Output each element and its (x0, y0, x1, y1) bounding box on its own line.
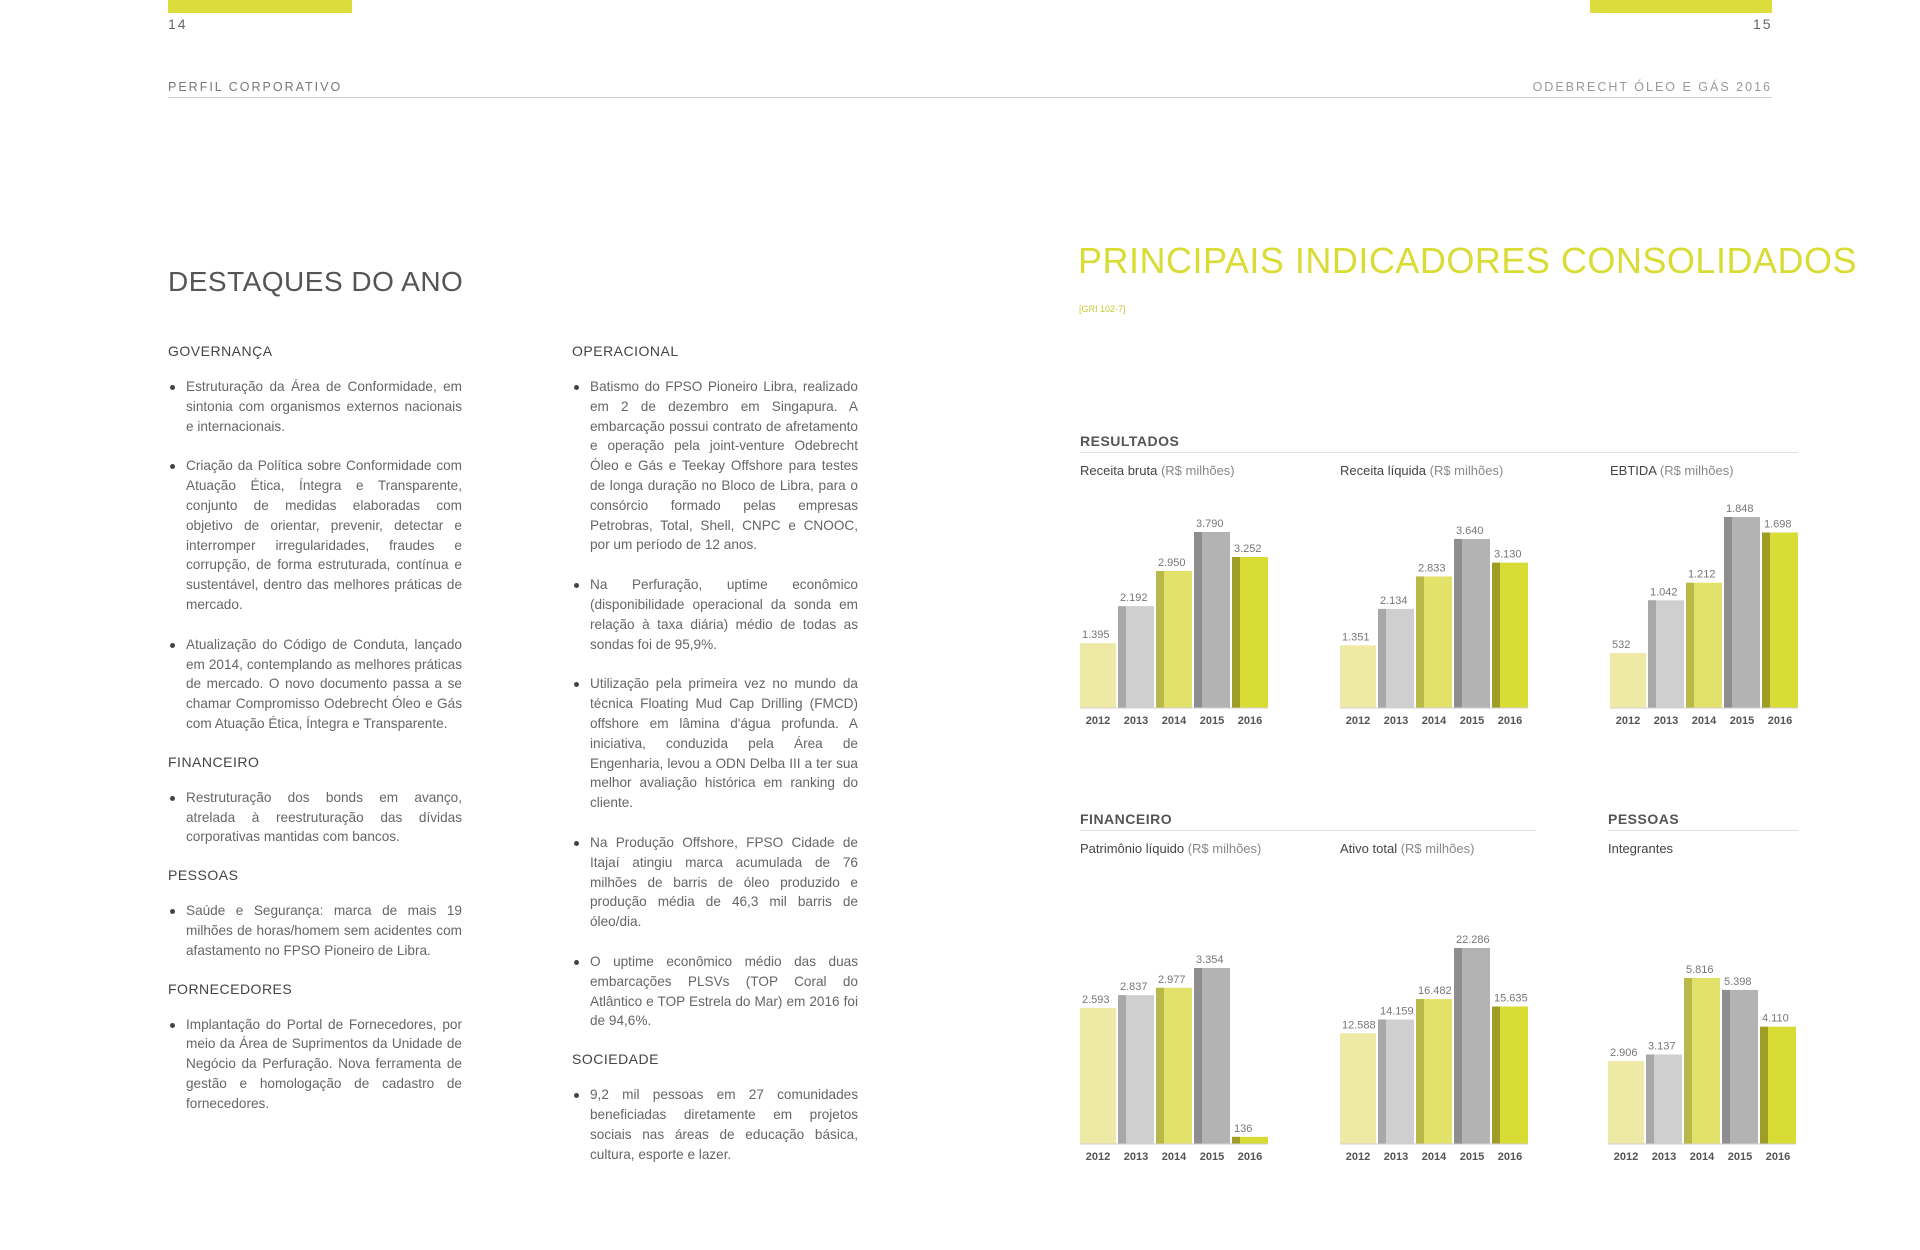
chart-unit: (R$ milhões) (1429, 463, 1504, 478)
list-item: Utilização pela primeira vez no mundo da técnica Floating Mud Cap Drilling (FMCD) offshore em lâmina d'água profunda. A iniciativa, conduzida pela Área de Engenharia, levou a ODN Delba III a ter sua melhor avaliação histórica em ranking do cliente. (572, 674, 858, 813)
group-rule-resultados (1080, 452, 1798, 453)
chart-title: Integrantes (1608, 841, 1674, 856)
chart-receita-bruta (1080, 510, 1263, 730)
list-item: Criação da Política sobre Conformidade com Atuação Ética, Íntegra e Transparente, conjunto de medidas elaboradas com objetivo de orientar, prevenir, detectar e interromper irregularidades, fraudes e corrupção, de forma estruturada, contínua e sustentável, dentro das melhores práticas de mercado. (168, 456, 462, 614)
group-rule-financeiro (1080, 830, 1536, 831)
data-label: 1.395 (1082, 629, 1110, 642)
bar-shade-2016 (1760, 1027, 1768, 1144)
data-label: 22.286 (1456, 934, 1490, 946)
data-label: 3.252 (1234, 542, 1262, 555)
data-label: 136 (1234, 1122, 1253, 1135)
bar-2012 (1608, 1061, 1644, 1144)
chart-label-ebtida (1610, 463, 1734, 478)
group-head-financeiro: FINANCEIRO (1080, 811, 1173, 827)
list-item: Na Produção Offshore, FPSO Cidade de Itajaí atingiu marca acumulada de 76 milhões de barris de óleo produzido e produção média de 46,3 mil barris de óleo/dia. (572, 833, 858, 932)
bar-shade-2015 (1724, 517, 1732, 708)
bar-shade-2013 (1378, 1019, 1386, 1144)
tick-label: 2012 (1085, 1151, 1111, 1163)
chart-title: Receita líquida (1340, 463, 1426, 478)
bar-2012 (1080, 643, 1116, 708)
list-item: Restruturação dos bonds em avanço, atrelada à reestruturação das dívidas corporativas mantidas com bancos. (168, 788, 462, 847)
tick-label: 2013 (1651, 1151, 1677, 1163)
heading-pessoas: PESSOAS (168, 867, 239, 884)
chart-ebtida (1610, 495, 1793, 730)
tick-label: 2016 (1497, 1151, 1523, 1163)
chart-title: EBTIDA (1610, 463, 1657, 478)
data-label: 3.640 (1456, 524, 1484, 537)
data-label: 2.837 (1120, 981, 1148, 994)
tick-label: 2015 (1199, 1151, 1225, 1163)
tick-label: 2014 (1689, 1151, 1715, 1163)
bar-shade-2013 (1648, 600, 1656, 708)
tick-label: 2015 (1459, 1151, 1485, 1163)
bar-shade-2015 (1454, 539, 1462, 708)
bar-shade-2014 (1416, 999, 1424, 1144)
bar-shade-2015 (1722, 990, 1730, 1144)
bar-shade-2014 (1416, 576, 1424, 708)
data-label: 2.593 (1082, 993, 1110, 1006)
bar-shade-2015 (1194, 968, 1202, 1144)
list-item: Batismo do FPSO Pioneiro Libra, realizado em 2 de dezembro em Singapura. A embarcação possui contrato de afretamento e operação pela joint-venture Odebrecht Óleo e Gás e Teekay Offshore para testes de longa duração no Bloco de Libra, para o consórcio formado pelas empresas Petrobras, Total, Shell, CNPC e CNOOC, por um período de 12 anos. (572, 377, 858, 555)
tick-label: 2013 (1653, 715, 1679, 727)
list-item: Atualização do Código de Conduta, lançado em 2014, contemplando as melhores práticas de mercado. O novo documento passa a se chamar Compromisso Odebrecht Óleo e Gás com Atuação Ética, Íntegra e Transparente. (168, 635, 462, 734)
bar-shade-2014 (1156, 571, 1164, 708)
chart-label-receita-liquida (1340, 463, 1503, 478)
chart-integrantes (1608, 956, 1791, 1166)
bar-shade-2016 (1232, 1137, 1240, 1144)
group-rule-pessoas (1608, 830, 1798, 831)
chart-label-receita-bruta (1080, 463, 1235, 478)
chart-receita-liquida (1340, 510, 1523, 730)
list-item: O uptime econômico médio das duas embarcações PLSVs (TOP Coral do Atlântico e TOP Estrela do Mar) em 2016 foi de 94,6%. (572, 952, 858, 1031)
group-head-pessoas: PESSOAS (1608, 811, 1680, 827)
data-label: 1.212 (1688, 568, 1716, 581)
tick-label: 2013 (1123, 715, 1149, 727)
data-label: 15.635 (1494, 992, 1528, 1005)
tick-label: 2016 (1497, 715, 1523, 727)
section-title: DESTAQUES DO ANO (168, 266, 464, 297)
bar-shade-2013 (1118, 995, 1126, 1144)
bar-shade-2014 (1684, 978, 1692, 1144)
header-rule (168, 97, 1772, 98)
bar-2012 (1340, 645, 1376, 708)
data-label: 1.698 (1764, 518, 1792, 531)
bar-shade-2016 (1232, 557, 1240, 708)
page-tab-left (168, 0, 352, 13)
data-label: 2.977 (1158, 973, 1186, 986)
gri-reference: [GRI 102-7] (1079, 304, 1126, 314)
bar-shade-2014 (1156, 988, 1164, 1144)
data-label: 12.588 (1342, 1019, 1376, 1032)
tick-label: 2016 (1765, 1151, 1791, 1163)
data-label: 1.848 (1726, 503, 1754, 515)
data-label: 4.110 (1762, 1012, 1789, 1025)
tick-label: 2016 (1237, 715, 1263, 727)
tick-label: 2015 (1459, 715, 1485, 727)
bar-shade-2014 (1686, 583, 1694, 708)
bar-shade-2013 (1378, 609, 1386, 708)
group-head-resultados: RESULTADOS (1080, 433, 1180, 449)
data-label: 3.130 (1494, 548, 1522, 561)
heading-operacional: OPERACIONAL (572, 343, 679, 359)
bar-shade-2013 (1646, 1054, 1654, 1144)
tick-label: 2016 (1767, 715, 1793, 727)
heading-governanca: GOVERNANÇA (168, 343, 273, 359)
chart-title: Receita bruta (1080, 463, 1158, 478)
data-label: 532 (1612, 639, 1631, 652)
tick-label: 2015 (1199, 715, 1225, 727)
bar-2012 (1610, 653, 1646, 708)
data-label: 5.398 (1724, 975, 1752, 988)
data-label: 5.816 (1686, 964, 1714, 976)
bar-shade-2016 (1492, 1006, 1500, 1144)
chart-label-ativo-total (1340, 841, 1474, 856)
chart-label-integrantes (1608, 841, 1673, 856)
column-left (168, 343, 462, 1134)
bar-shade-2015 (1454, 948, 1462, 1144)
tick-label: 2012 (1085, 715, 1111, 727)
data-label: 14.159 (1380, 1005, 1414, 1018)
running-head-right: ODEBRECHT ÓLEO E GÁS 2016 (1532, 80, 1772, 94)
running-head-left: PERFIL CORPORATIVO (168, 80, 343, 94)
chart-unit: (R$ milhões) (1187, 841, 1262, 856)
tick-label: 2014 (1161, 1151, 1187, 1163)
data-label: 1.351 (1342, 631, 1370, 644)
list-item: Estruturação da Área de Conformidade, em sintonia com organismos externos nacionais e internacionais. (168, 377, 462, 436)
tick-label: 2014 (1691, 715, 1717, 727)
tick-label: 2016 (1237, 1151, 1263, 1163)
data-label: 2.906 (1610, 1047, 1638, 1060)
tick-label: 2012 (1613, 1151, 1639, 1163)
list-item: Saúde e Segurança: marca de mais 19 milhões de horas/homem sem acidentes com afastamento no FPSO Pioneiro de Libra. (168, 901, 462, 960)
chart-unit: (R$ milhões) (1400, 841, 1475, 856)
data-label: 2.192 (1120, 592, 1148, 605)
heading-financeiro: FINANCEIRO (168, 753, 260, 770)
chart-unit: (R$ milhões) (1160, 463, 1235, 478)
chart-unit: (R$ milhões) (1659, 463, 1734, 478)
list-item: Implantação do Portal de Fornecedores, por meio da Área de Suprimentos da Unidade de Negócio da Perfuração. Nova ferramenta de gestão e homologação de cadastro de fornecedores. (168, 1015, 462, 1114)
bar-shade-2015 (1194, 532, 1202, 708)
data-label: 3.790 (1196, 518, 1224, 530)
data-label: 3.354 (1196, 954, 1224, 966)
chart-title: Ativo total (1340, 841, 1398, 856)
data-label: 16.482 (1418, 985, 1452, 998)
tick-label: 2013 (1123, 1151, 1149, 1163)
chart-patrimonio (1080, 946, 1263, 1166)
page-tab-right (1590, 0, 1772, 13)
bar-2012 (1340, 1033, 1376, 1144)
heading-fornecedores: FORNECEDORES (168, 980, 293, 997)
data-label: 2.134 (1380, 594, 1408, 607)
bar-shade-2016 (1492, 563, 1500, 708)
page-number-left: 14 (168, 16, 188, 32)
tick-label: 2012 (1615, 715, 1641, 727)
page-number-right: 15 (1753, 16, 1773, 32)
chart-label-patrimonio (1080, 841, 1261, 856)
tick-label: 2015 (1727, 1151, 1753, 1163)
chart-title: Patrimônio líquido (1080, 841, 1185, 856)
tick-label: 2012 (1345, 1151, 1371, 1163)
tick-label: 2015 (1729, 715, 1755, 727)
tick-label: 2014 (1421, 1151, 1447, 1163)
chart-ativo-total (1340, 926, 1528, 1166)
tick-label: 2013 (1383, 715, 1409, 727)
indicators-title: PRINCIPAIS INDICADORES CONSOLIDADOS (1078, 240, 1857, 281)
data-label: 2.950 (1158, 557, 1186, 570)
tick-label: 2014 (1161, 715, 1187, 727)
column-right (572, 343, 858, 1184)
heading-sociedade: SOCIEDADE (572, 1051, 659, 1068)
data-label: 3.137 (1648, 1040, 1676, 1053)
list-item: Na Perfuração, uptime econômico (disponibilidade operacional da sonda em relação à taxa diária) médio de todas as sondas foi de 95,9%. (572, 575, 858, 654)
bar-shade-2016 (1762, 533, 1770, 708)
list-item: 9,2 mil pessoas em 27 comunidades beneficiadas diretamente em projetos sociais nas áreas de educação básica, cultura, esporte e lazer. (572, 1085, 858, 1164)
bar-shade-2013 (1118, 606, 1126, 708)
tick-label: 2012 (1345, 715, 1371, 727)
data-label: 2.833 (1418, 562, 1446, 575)
tick-label: 2013 (1383, 1151, 1409, 1163)
data-label: 1.042 (1650, 586, 1678, 599)
bar-2012 (1080, 1008, 1116, 1144)
tick-label: 2014 (1421, 715, 1447, 727)
